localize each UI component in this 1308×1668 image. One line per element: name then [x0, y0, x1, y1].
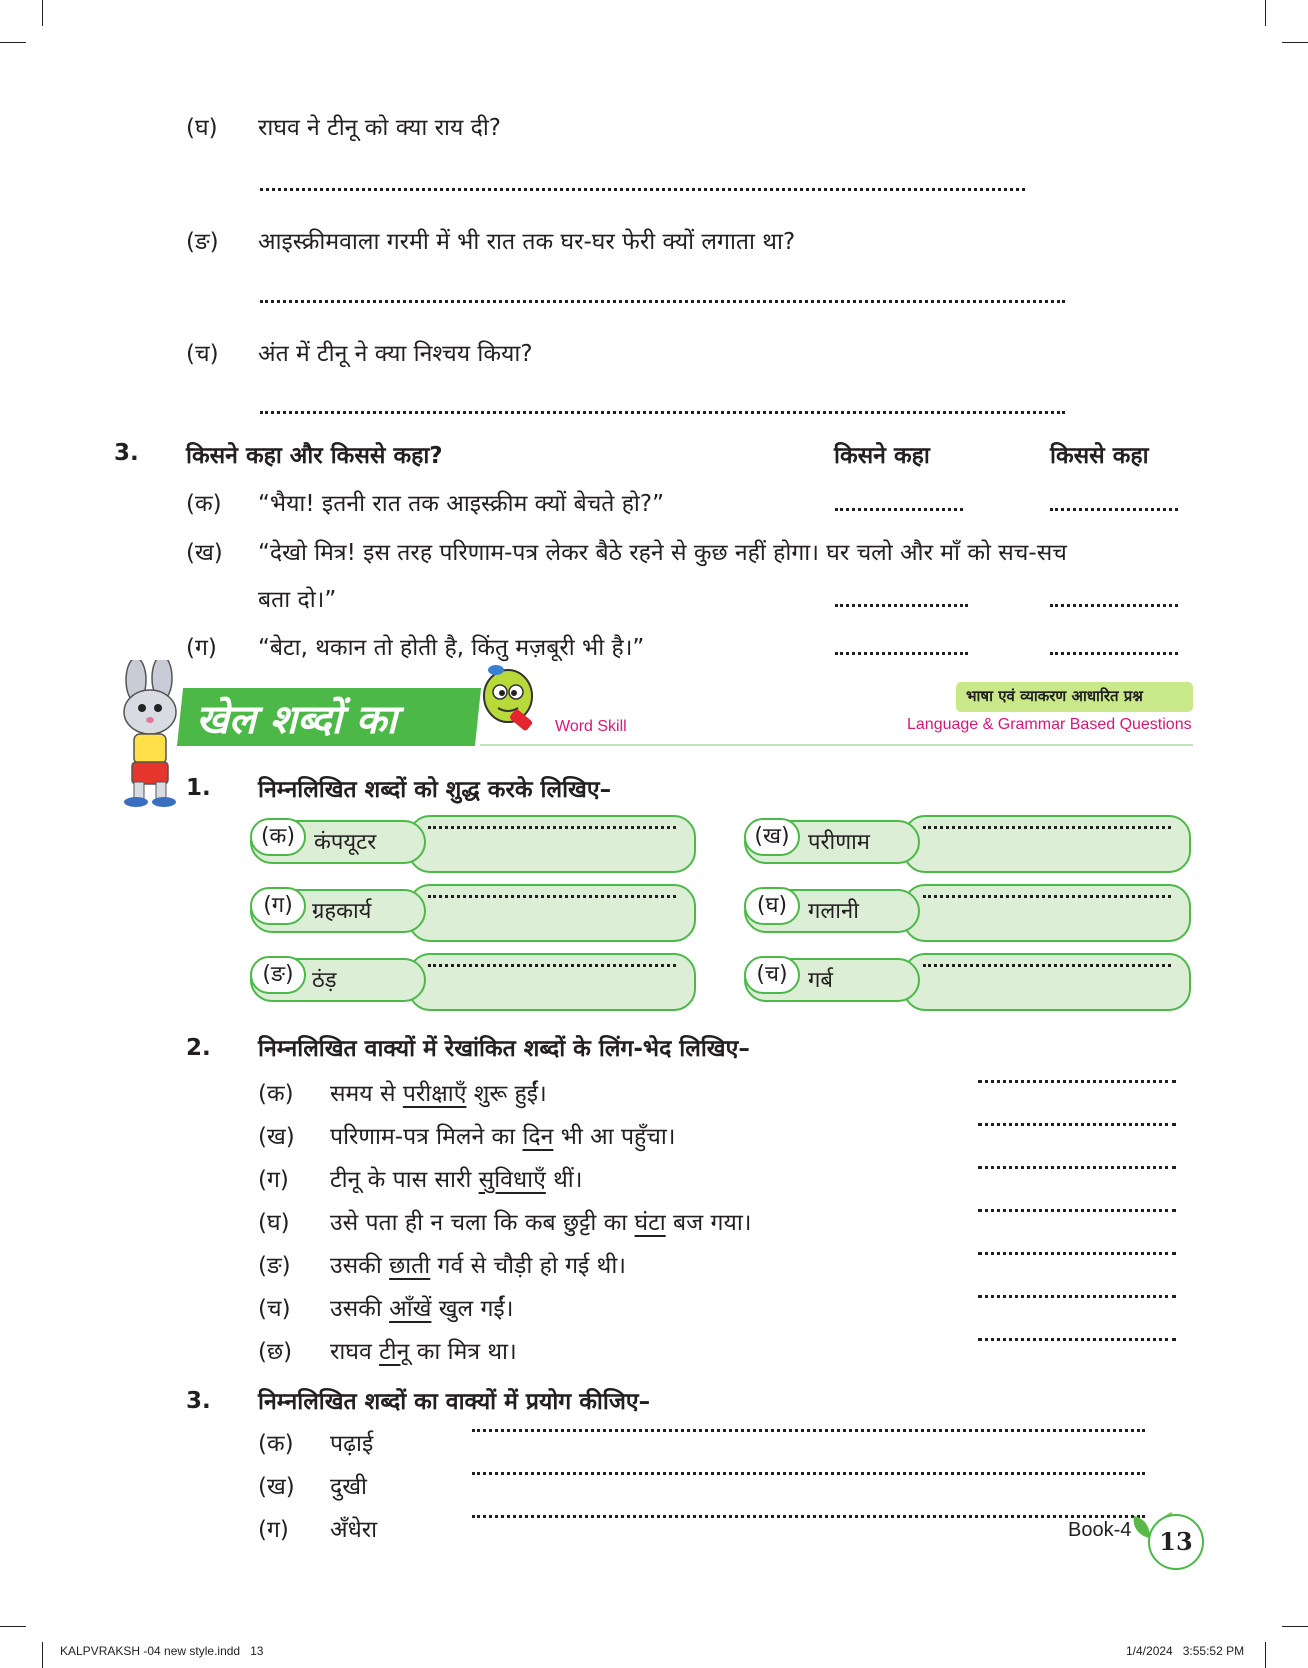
- answer-line[interactable]: [978, 1209, 1176, 1212]
- pill-marker: (ग): [250, 887, 306, 925]
- section-title: किसने कहा और किससे कहा?: [186, 443, 443, 469]
- answer-pill[interactable]: [903, 884, 1191, 942]
- crop-mark: [0, 1626, 26, 1627]
- item-marker: (छ): [258, 1339, 293, 1365]
- item-marker: (क): [258, 1431, 294, 1457]
- item-marker: (क): [258, 1081, 294, 1107]
- sentence-text: खुल गईं।: [431, 1296, 514, 1322]
- underlined-word: दिन: [522, 1124, 554, 1150]
- question-marker: (घ): [186, 115, 218, 141]
- answer-line[interactable]: [978, 1166, 1176, 1169]
- sentence-text: थीं।: [545, 1167, 583, 1193]
- crop-mark: [1282, 42, 1308, 43]
- item-marker: (ग): [186, 635, 217, 661]
- item-text: “बेटा, थकान तो होती है, किंतु मज़बूरी भी है।”: [258, 635, 645, 661]
- answer-line[interactable]: [472, 1515, 1145, 1518]
- answer-line[interactable]: [472, 1472, 1145, 1475]
- answer-line[interactable]: [472, 1429, 1145, 1432]
- section-number: 1.: [186, 775, 211, 801]
- pill-word: ठंड़: [312, 968, 337, 993]
- section-title: निम्नलिखित शब्दों को शुद्ध करके लिखिए–: [258, 777, 612, 803]
- item-text: “भैया! इतनी रात तक आइस्क्रीम क्यों बेचते हो?”: [258, 491, 665, 517]
- pill-marker: (घ): [744, 887, 800, 925]
- sentence-text: उसकी: [330, 1296, 390, 1322]
- question-marker: (च): [186, 341, 219, 367]
- sentence-text: राघव: [330, 1339, 380, 1365]
- sentence-text: का मित्र था।: [409, 1339, 517, 1365]
- item-sentence: [330, 1291, 513, 1323]
- crop-mark: [1265, 1642, 1266, 1668]
- item-word: अँधेरा: [330, 1517, 378, 1543]
- pill-word: गर्ब: [808, 968, 833, 993]
- item-marker: (ग): [258, 1167, 289, 1193]
- answer-whom[interactable]: [1050, 508, 1178, 511]
- sentence-text: गर्व से चौड़ी हो गई थी।: [430, 1253, 627, 1279]
- item-sentence: [330, 1205, 752, 1237]
- pill-marker: (क): [250, 818, 306, 856]
- item-sentence: [330, 1334, 517, 1366]
- pill-word: परीणाम: [808, 830, 870, 855]
- answer-line[interactable]: [923, 895, 1171, 898]
- item-marker: (क): [186, 491, 222, 517]
- pill-word: गलानी: [808, 899, 859, 924]
- underlined-word: टीनू: [379, 1339, 410, 1365]
- underlined-word: आँखें: [389, 1296, 432, 1322]
- item-sentence: [330, 1119, 676, 1151]
- underlined-word: सुविधाएँ: [478, 1167, 546, 1193]
- banner-underline: [480, 744, 1193, 746]
- answer-whom[interactable]: [1050, 652, 1178, 655]
- question-text: राघव ने टीनू को क्या राय दी?: [258, 115, 501, 141]
- page-number: 13: [1159, 1527, 1193, 1556]
- item-marker: (ख): [258, 1124, 295, 1150]
- pencil-mascot-icon: [476, 662, 546, 740]
- item-word: दुखी: [330, 1474, 367, 1500]
- item-marker: (ङ): [258, 1253, 291, 1279]
- crop-mark: [1282, 1626, 1308, 1627]
- pill-word: ग्रहकार्य: [312, 899, 372, 924]
- answer-pill[interactable]: [408, 953, 696, 1011]
- answer-pill[interactable]: [408, 815, 696, 873]
- section-number: 3.: [186, 1388, 211, 1414]
- item-marker: (ख): [186, 540, 223, 566]
- word-skill-label: Word Skill: [555, 718, 627, 735]
- sentence-text: बज गया।: [665, 1210, 752, 1236]
- answer-line[interactable]: [428, 964, 676, 967]
- answer-who[interactable]: [835, 508, 963, 511]
- answer-line[interactable]: [978, 1295, 1176, 1298]
- sentence-text: समय से: [330, 1081, 403, 1107]
- badge-text: भाषा एवं व्याकरण आधारित प्रश्न: [966, 687, 1143, 705]
- sentence-text: भी आ पहुँचा।: [553, 1124, 676, 1150]
- item-text: “देखो मित्र! इस तरह परिणाम-पत्र लेकर बैठे रहने से कुछ नहीं होगा। घर चलो और माँ को सच-सच: [258, 540, 1067, 566]
- answer-line[interactable]: [978, 1080, 1176, 1083]
- banner-subtitle: Language & Grammar Based Questions: [907, 716, 1192, 733]
- item-marker: (च): [258, 1296, 291, 1322]
- print-timestamp: 1/4/2024 3:55:52 PM: [1126, 1644, 1245, 1658]
- item-marker: (ख): [258, 1474, 295, 1500]
- item-marker: (ग): [258, 1517, 289, 1543]
- sentence-text: उसे पता ही न चला कि कब छुट्टी का: [330, 1210, 635, 1236]
- item-sentence: [330, 1162, 582, 1194]
- item-text-continued: बता दो।”: [258, 587, 337, 613]
- file-name: KALPVRAKSH -04 new style.indd 13: [60, 1644, 264, 1658]
- pill-word: कंपयूटर: [314, 830, 377, 855]
- crop-mark: [1265, 0, 1266, 26]
- answer-pill[interactable]: [903, 815, 1191, 873]
- crop-mark: [42, 0, 43, 26]
- question-marker: (ङ): [186, 229, 219, 255]
- section-number: 3.: [114, 440, 139, 466]
- sentence-text: परिणाम-पत्र मिलने का: [330, 1124, 523, 1150]
- answer-line[interactable]: [978, 1252, 1176, 1255]
- banner-title: खेल शब्दों का: [196, 697, 397, 743]
- column-header-whom: किससे कहा: [1050, 443, 1149, 469]
- answer-line[interactable]: [428, 895, 676, 898]
- question-text: आइस्क्रीमवाला गरमी में भी रात तक घर-घर फेरी क्यों लगाता था?: [258, 229, 796, 255]
- answer-pill[interactable]: [408, 884, 696, 942]
- crop-mark: [0, 42, 26, 43]
- section-title: निम्नलिखित शब्दों का वाक्यों में प्रयोग कीजिए–: [258, 1389, 651, 1415]
- crop-mark: [42, 1642, 43, 1668]
- book-label: Book-4: [1068, 1519, 1132, 1541]
- answer-line[interactable]: [260, 411, 1065, 414]
- answer-line[interactable]: [978, 1123, 1176, 1126]
- sentence-text: उसकी: [330, 1253, 390, 1279]
- section-number: 2.: [186, 1035, 211, 1061]
- item-sentence: [330, 1248, 626, 1280]
- question-text: अंत में टीनू ने क्या निश्चय किया?: [258, 341, 533, 367]
- item-word: पढ़ाई: [330, 1431, 374, 1457]
- item-sentence: [330, 1076, 547, 1108]
- answer-line[interactable]: [428, 826, 676, 829]
- underlined-word: छाती: [389, 1253, 431, 1279]
- answer-line[interactable]: [923, 964, 1171, 967]
- pill-marker: (च): [744, 956, 800, 994]
- column-header-who: किसने कहा: [834, 443, 930, 469]
- answer-pill[interactable]: [903, 953, 1191, 1011]
- answer-line[interactable]: [923, 826, 1171, 829]
- answer-whom[interactable]: [1050, 604, 1178, 607]
- answer-who[interactable]: [835, 604, 968, 607]
- answer-line[interactable]: [978, 1338, 1176, 1341]
- sentence-text: टीनू के पास सारी: [330, 1167, 479, 1193]
- pill-marker: (ख): [744, 818, 800, 856]
- underlined-word: परीक्षाएँ: [402, 1081, 467, 1107]
- answer-who[interactable]: [835, 652, 968, 655]
- item-marker: (घ): [258, 1210, 290, 1236]
- pill-marker: (ङ): [250, 956, 306, 994]
- answer-line[interactable]: [260, 188, 1025, 191]
- answer-line[interactable]: [260, 300, 1065, 303]
- underlined-word: घंटा: [634, 1210, 666, 1236]
- sentence-text: शुरू हुईं।: [466, 1081, 547, 1107]
- section-title: निम्नलिखित वाक्यों में रेखांकित शब्दों के लिंग-भेद लिखिए–: [258, 1036, 750, 1062]
